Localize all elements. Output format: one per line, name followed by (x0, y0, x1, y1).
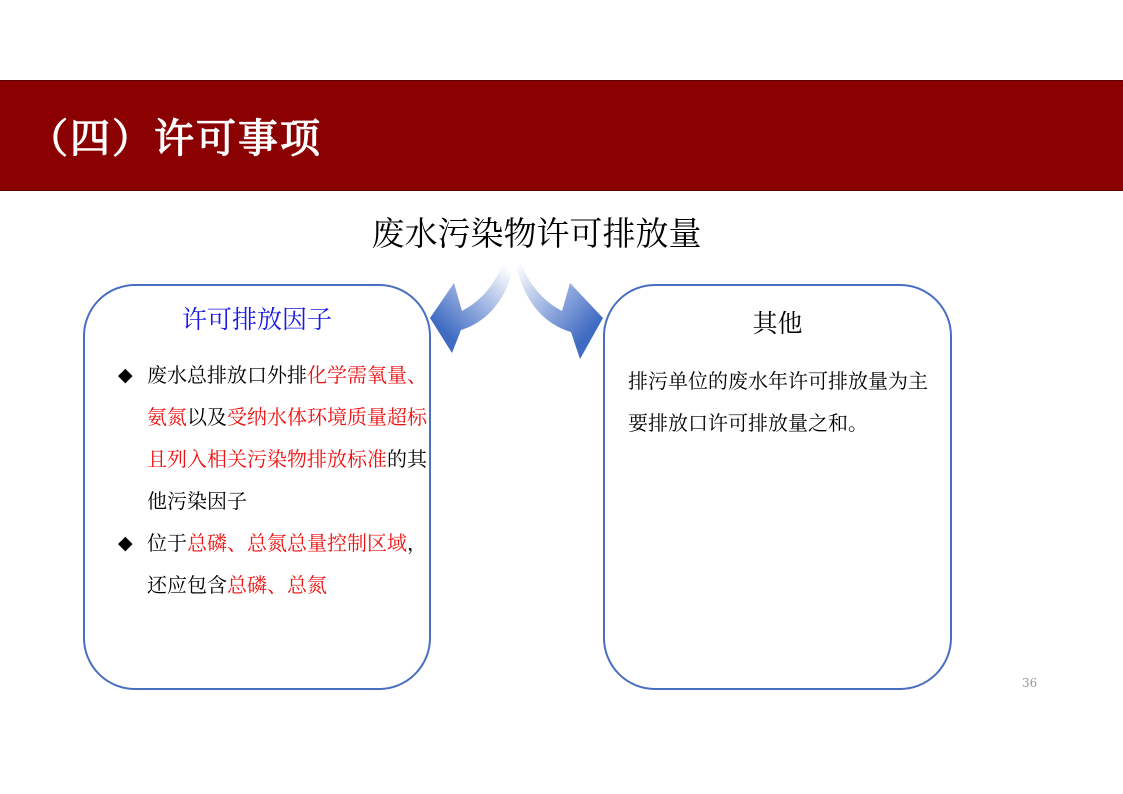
page-number: 36 (1022, 676, 1038, 690)
section-title: （四）许可事项 (28, 115, 322, 162)
other-box (603, 284, 952, 690)
other-box-title: 其他 (752, 309, 803, 338)
bullet1-text: 废水总排放口外排 (147, 363, 307, 387)
diamond-bullet-icon: ◆ (118, 364, 133, 386)
main-title: 废水污染物许可排放量 (371, 214, 702, 253)
arrow-right-icon (514, 250, 603, 359)
bullet2-text: 位于 (147, 531, 187, 555)
bullet2-highlight-region: 总磷、总氮总量控制区域 (187, 531, 407, 555)
bullet1-highlight-standards: 受纳水体环境质量超标且列入相关污染物排放标准 (147, 405, 427, 471)
bullet1-tail: 的其他污染因子 (147, 447, 427, 513)
other-box-text: 排污单位的废水年许可排放量为主要排放口许可排放量之和。 (628, 369, 928, 435)
bullet1-highlight-cod: 化学需氧量、氨氮 (147, 363, 427, 429)
factors-box-title: 许可排放因子 (181, 305, 332, 334)
diamond-bullet-icon: ◆ (118, 532, 133, 554)
arrow-left-icon (430, 250, 516, 353)
factors-box (83, 284, 431, 690)
list-item (118, 354, 428, 522)
bullet2-highlight-pn: 总磷、总氮 (227, 573, 327, 597)
bullet1-conjunction: 以及 (187, 405, 227, 429)
factors-list (118, 354, 428, 606)
list-item (118, 522, 428, 606)
bullet2-middle: ，还应包含 (147, 531, 427, 597)
